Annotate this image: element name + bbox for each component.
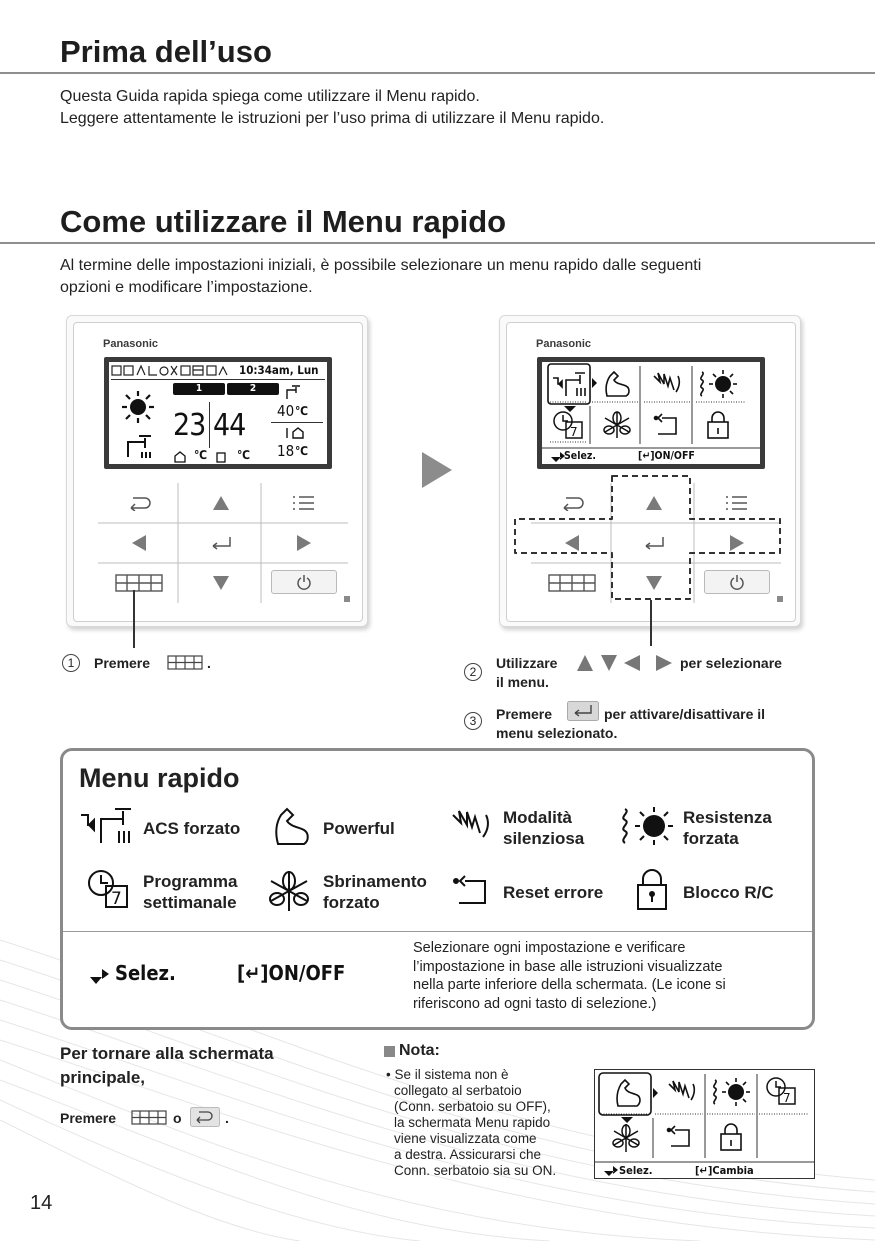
select-arrow-icon [89,967,113,987]
title-divider [0,72,875,74]
note-screen-select-label: Selez. [619,1164,653,1177]
footer-select-label: Selez. [564,450,596,462]
back-key-icon [190,1107,220,1127]
menu-button[interactable] [264,485,344,521]
error-reset-icon [451,873,491,907]
zone-divider [209,402,210,448]
lock-icon [719,1122,743,1152]
power-icon [296,574,312,590]
svg-text:7: 7 [570,425,578,439]
note-line-4: la schermata Menu rapido [394,1115,551,1130]
step-1-period: . [207,655,211,671]
footer-description-line-4: riferiscono ad ogni tasto di selezione.) [413,995,657,1012]
svg-text:7: 7 [111,889,122,909]
zone-2-badge: 2 [227,383,279,395]
step-2-text-b: per selezionare [680,655,782,671]
back-button[interactable] [102,485,176,521]
footer-description-line-3: nella parte inferiore della schermata. (Le icone si [413,977,726,993]
return-text-a: Premere [60,1110,117,1126]
callout-line [650,600,652,646]
zone-2-temperature: 44 [213,408,246,443]
menu-item-forced-heater-line2: forzata [683,829,739,848]
quick-menu-panel [60,748,815,1030]
quick-menu-icon [131,1110,167,1126]
step-3-text-a: Premere [496,706,553,722]
return-text-or: o [173,1110,182,1126]
footer-onoff-label: [↵]ON/OFF [638,450,695,462]
how-to-line-2: opzioni e modificare l’impostazione. [60,279,313,296]
footer-description-line-2: l’impostazione in base alle istruzioni visualizzate [413,958,723,975]
menu-item-remote-lock: Blocco R/C [683,883,774,902]
quick-menu-icon [115,574,163,592]
zone-2-unit: ℃ [237,448,251,462]
forced-heater-icon [619,805,675,847]
return-heading [60,1042,274,1090]
enter-key-icon [567,701,599,721]
note-text [386,1067,556,1179]
step-3-number: 3 [464,712,482,730]
tank-unit: ℃ [295,404,309,418]
select-arrow-icon [603,1165,619,1177]
callout-line [133,590,135,648]
footer-description [413,939,726,1013]
down-button[interactable] [182,565,260,601]
sun-icon [121,390,155,424]
weekly-timer-icon [87,869,131,909]
note-line-3: (Conn. serbatoio su OFF), [394,1099,551,1114]
zone-unit-icons [173,450,273,464]
zone-1-badge: 1 [173,383,225,395]
return-heading-line-1: Per tornare alla schermata [60,1044,274,1063]
zone-1-unit: ℃ [194,448,208,462]
note-title: Nota: [399,1042,440,1059]
status-icons-row [111,364,231,378]
up-arrow-icon [213,496,229,510]
power-button[interactable] [269,567,339,597]
brand-logo: Panasonic [536,338,592,350]
down-arrow-icon [213,576,229,590]
powerful-icon [602,370,632,398]
lcd-divider [111,379,325,380]
forced-heater-icon [711,1076,751,1108]
quick-menu-button[interactable] [102,565,176,601]
note-line-1: • Se il sistema non è [386,1067,509,1082]
note-quick-menu-screen [594,1069,815,1179]
step-3-text-b: per attivare/disattivare il [604,706,766,722]
forced-dhw-icon [552,370,588,398]
menu-item-forced-heater: Resistenza [683,808,772,827]
note-line-5: viene visualizzata come [394,1131,537,1146]
menu-item-forced-defrost: Sbrinamento [323,872,427,891]
footer-select-label: Selez. [115,961,176,985]
quick-menu-title: Menu rapido [79,763,240,793]
step-3-text-c: menu selezionato. [496,725,618,741]
outdoor-icon [285,426,305,440]
right-arrow-icon [297,535,311,551]
forced-dhw-icon [79,805,139,845]
clock-time: 10:34am, Lun [239,363,319,377]
step-2-text-a: Utilizzare [496,655,558,671]
quiet-mode-icon [650,370,682,398]
lock-icon [706,410,730,440]
note-screen-change-label: [↵]Cambia [695,1164,754,1177]
forced-heater-icon [698,368,738,400]
left-button[interactable] [102,525,176,561]
quiet-mode-icon [665,1078,697,1106]
menu-item-error-reset: Reset errore [503,883,604,902]
title-divider [0,242,875,244]
menu-item-quiet-mode: Modalità [503,808,572,827]
forced-defrost-icon [602,410,632,440]
powerful-icon [271,807,311,847]
remote-controller-main-screen [66,315,368,627]
arrow-keys-icons [574,651,678,675]
error-reset-icon [652,412,682,438]
back-icon [127,495,151,511]
menu-item-weekly-timer-line2: settimanale [143,893,237,912]
left-arrow-icon [132,535,146,551]
lcd-screen [104,357,332,469]
lcd-screen [537,357,765,469]
lcd-divider [271,422,323,423]
outdoor-unit: ℃ [295,444,309,458]
forced-defrost-icon [611,1122,641,1154]
arrow-keys-highlight [510,473,786,605]
panel-divider [63,931,812,932]
tap-icon [125,430,155,460]
menu-item-weekly-timer: Programma [143,872,238,891]
how-to-line-1: Al termine delle impostazioni iniziali, è possibile selezionare un menu rapido dalle seguenti [60,257,702,274]
menu-list-icon [292,495,316,511]
menu-item-quiet-mode-line2: silenziosa [503,829,585,848]
weekly-timer-icon [552,410,586,440]
tank-tap-icon [285,384,301,400]
step-2-number: 2 [464,663,482,681]
menu-item-powerful: Powerful [323,819,395,838]
footer-description-line-1: Selezionare ogni impostazione e verificare [413,940,686,956]
outdoor-temperature: 18 [277,442,295,460]
forced-defrost-icon [267,869,311,913]
error-reset-icon [665,1124,695,1150]
section-title-before-use: Prima dell’uso [60,34,272,69]
next-arrow-icon [422,452,452,488]
intro-line-1: Questa Guida rapida spiega come utilizzare il Menu rapido. [60,88,480,105]
enter-icon [210,536,232,550]
step-1-text: Premere [94,655,151,671]
indicator-light [344,596,350,602]
tank-temperature: 40 [277,402,295,420]
section-title-how-to-use: Come utilizzare il Menu rapido [60,204,507,239]
brand-logo: Panasonic [103,338,159,350]
powerful-icon [613,1078,643,1108]
page-number: 14 [30,1192,53,1214]
quick-menu-icon [167,655,203,671]
quiet-mode-icon [449,807,493,843]
note-line-7: Conn. serbatoio sia su ON. [394,1163,557,1178]
note-line-6: a destra. Assicurarsi che [394,1147,542,1162]
lock-icon [635,869,669,911]
note-bullet-icon [384,1046,395,1057]
menu-item-forced-dhw: ACS forzato [143,819,241,838]
menu-item-forced-defrost-line2: forzato [323,893,380,912]
svg-text:7: 7 [783,1091,791,1105]
step-2-text-c: il menu. [496,674,549,690]
footer-onoff-label: [↵]ON/OFF [237,961,346,985]
right-button[interactable] [264,525,344,561]
enter-button[interactable] [182,525,260,561]
return-heading-line-2: principale, [60,1068,146,1087]
step-1-number: 1 [62,654,80,672]
zone-1-temperature: 23 [173,408,206,443]
note-line-2: collegato al serbatoio [394,1083,522,1098]
weekly-timer-icon [765,1076,799,1108]
up-button[interactable] [182,485,260,521]
intro-line-2: Leggere attentamente le istruzioni per l’uso prima di utilizzare il Menu rapido. [60,110,605,127]
return-text-period: . [225,1110,229,1126]
